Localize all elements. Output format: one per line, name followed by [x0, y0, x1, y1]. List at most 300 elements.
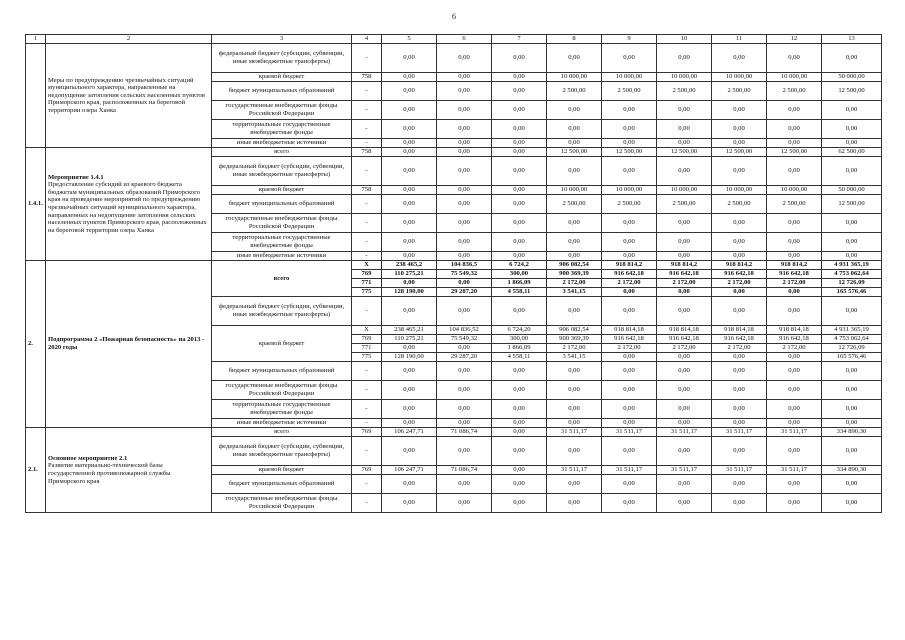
amount-cell: 0,00 — [657, 252, 712, 261]
amount-cell: 916 642,18 — [602, 270, 657, 279]
amount-cell: 1 866,09 — [492, 344, 547, 353]
funding-source: территориальные государственные внебюджетные фонды — [212, 233, 352, 252]
amount-cell: 31 511,17 — [602, 466, 657, 475]
amount-cell: 0,00 — [712, 288, 767, 297]
amount-cell: 0,00 — [382, 400, 437, 419]
amount-cell: 0,00 — [602, 120, 657, 139]
funding-source: государственные внебюджетные фонды Российской Федерации — [212, 101, 352, 120]
amount-cell: 0,00 — [547, 120, 602, 139]
amount-cell: 0,00 — [437, 362, 492, 381]
amount-cell: 0,00 — [382, 381, 437, 400]
amount-cell: 0,00 — [437, 157, 492, 186]
amount-cell: 0,00 — [492, 148, 547, 157]
funding-source: федеральный бюджет (субсидии, субвенции, иные межбюджетные трансферты) — [212, 297, 352, 326]
amount-cell: 0,00 — [492, 233, 547, 252]
row-index: 2.1. — [26, 428, 46, 513]
table-row — [26, 44, 882, 73]
amount-cell: 0,00 — [492, 44, 547, 73]
amount-cell: 31 511,17 — [767, 428, 822, 437]
amount-cell: 0,00 — [547, 381, 602, 400]
amount-cell: 106 247,71 — [382, 428, 437, 437]
amount-cell: 0,00 — [382, 475, 437, 494]
amount-cell: 0,00 — [382, 120, 437, 139]
amount-cell: 0,00 — [822, 252, 882, 261]
budget-code: - — [352, 400, 382, 419]
amount-cell: 0,00 — [547, 214, 602, 233]
amount-cell: 0,00 — [437, 475, 492, 494]
amount-cell: 0,00 — [602, 353, 657, 362]
amount-cell: 300,00 — [492, 335, 547, 344]
funding-source: краевой бюджет — [212, 186, 352, 195]
amount-cell: 0,00 — [712, 233, 767, 252]
amount-cell: 0,00 — [712, 381, 767, 400]
amount-cell: 0,00 — [382, 139, 437, 148]
amount-cell: 0,00 — [657, 494, 712, 513]
budget-code: 771 — [352, 344, 382, 353]
amount-cell: 0,00 — [767, 120, 822, 139]
amount-cell: 0,00 — [767, 297, 822, 326]
amount-cell: 10 000,00 — [547, 73, 602, 82]
amount-cell: 0,00 — [767, 233, 822, 252]
funding-source: краевой бюджет — [212, 73, 352, 82]
amount-cell: 0,00 — [712, 400, 767, 419]
amount-cell: 2 500,00 — [712, 195, 767, 214]
amount-cell: 0,00 — [712, 120, 767, 139]
funding-source: бюджет муниципальных образований — [212, 475, 352, 494]
amount-cell: 0,00 — [382, 297, 437, 326]
amount-cell: 31 511,17 — [767, 466, 822, 475]
funding-source: федеральный бюджет (субсидии, субвенции, иные межбюджетные трансферты) — [212, 157, 352, 186]
activity-description: Меры по предупреждению чрезвычайных ситуаций муниципального характера, направленные на недопущение затопления сельских населенных пунктов Приморского края, расположенных на береговой территории озера Ханка — [48, 76, 205, 114]
amount-cell: 10 000,00 — [547, 186, 602, 195]
column-header: 1 — [26, 35, 46, 44]
amount-cell: 0,00 — [437, 82, 492, 101]
amount-cell: 0,00 — [382, 362, 437, 381]
amount-cell: 110 275,21 — [382, 270, 437, 279]
amount-cell: 29 287,20 — [437, 353, 492, 362]
amount-cell: 6 724,20 — [492, 326, 547, 335]
amount-cell: 0,00 — [767, 437, 822, 466]
amount-cell: 110 275,21 — [382, 335, 437, 344]
amount-cell: 918 814,18 — [602, 326, 657, 335]
amount-cell: 0,00 — [822, 233, 882, 252]
amount-cell: 31 511,17 — [547, 466, 602, 475]
amount-cell: 0,00 — [712, 214, 767, 233]
amount-cell: 0,00 — [492, 214, 547, 233]
budget-code: 769 — [352, 335, 382, 344]
amount-cell: 10 000,00 — [602, 186, 657, 195]
funding-source: всего — [212, 148, 352, 157]
amount-cell: 0,00 — [492, 195, 547, 214]
amount-cell: 0,00 — [602, 400, 657, 419]
amount-cell: 0,00 — [382, 195, 437, 214]
budget-code: 758 — [352, 148, 382, 157]
column-header: 4 — [352, 35, 382, 44]
activity-name — [46, 428, 212, 513]
amount-cell: 0,00 — [492, 120, 547, 139]
amount-cell: 12 500,00 — [712, 148, 767, 157]
amount-cell: 0,00 — [492, 494, 547, 513]
amount-cell: 0,00 — [547, 297, 602, 326]
amount-cell: 0,00 — [822, 101, 882, 120]
column-header: 13 — [822, 35, 882, 44]
amount-cell: 0,00 — [822, 494, 882, 513]
amount-cell: 0,00 — [382, 344, 437, 353]
amount-cell: 0,00 — [767, 101, 822, 120]
amount-cell: 71 086,74 — [437, 466, 492, 475]
amount-cell: 0,00 — [657, 381, 712, 400]
amount-cell: 31 511,17 — [547, 428, 602, 437]
row-index — [26, 44, 46, 148]
amount-cell: 906 082,54 — [547, 326, 602, 335]
amount-cell: 50 000,00 — [822, 73, 882, 82]
amount-cell: 0,00 — [437, 233, 492, 252]
budget-code: - — [352, 101, 382, 120]
amount-cell: 0,00 — [602, 297, 657, 326]
amount-cell: 0,00 — [382, 157, 437, 186]
amount-cell: 0,00 — [602, 381, 657, 400]
amount-cell: 2 500,00 — [657, 195, 712, 214]
amount-cell: 0,00 — [382, 419, 437, 428]
amount-cell: 0,00 — [382, 252, 437, 261]
amount-cell: 0,00 — [492, 139, 547, 148]
amount-cell: 0,00 — [492, 466, 547, 475]
amount-cell: 0,00 — [547, 494, 602, 513]
amount-cell: 2 172,00 — [547, 279, 602, 288]
amount-cell: 0,00 — [657, 419, 712, 428]
budget-table — [25, 34, 882, 513]
budget-code: 769 — [352, 466, 382, 475]
amount-cell: 165 576,46 — [822, 353, 882, 362]
amount-cell: 0,00 — [492, 400, 547, 419]
amount-cell: 0,00 — [492, 252, 547, 261]
amount-cell: 0,00 — [437, 73, 492, 82]
amount-cell: 0,00 — [492, 101, 547, 120]
budget-code: - — [352, 362, 382, 381]
amount-cell: 0,00 — [492, 362, 547, 381]
amount-cell: 0,00 — [602, 362, 657, 381]
amount-cell: 0,00 — [822, 44, 882, 73]
budget-code: - — [352, 44, 382, 73]
amount-cell: 0,00 — [657, 101, 712, 120]
amount-cell: 0,00 — [437, 494, 492, 513]
amount-cell: 0,00 — [712, 419, 767, 428]
amount-cell: 12 500,00 — [547, 148, 602, 157]
amount-cell: 0,00 — [437, 381, 492, 400]
amount-cell: 0,00 — [712, 252, 767, 261]
column-header: 10 — [657, 35, 712, 44]
amount-cell: 0,00 — [767, 353, 822, 362]
budget-code: 758 — [352, 186, 382, 195]
column-header: 12 — [767, 35, 822, 44]
amount-cell: 918 814,2 — [767, 261, 822, 270]
amount-cell: 0,00 — [602, 214, 657, 233]
amount-cell: 62 500,00 — [822, 148, 882, 157]
funding-source: государственные внебюджетные фонды Российской Федерации — [212, 494, 352, 513]
amount-cell: 10 000,00 — [712, 73, 767, 82]
activity-name — [46, 44, 212, 148]
amount-cell: 0,00 — [767, 157, 822, 186]
amount-cell: 0,00 — [382, 494, 437, 513]
budget-code: - — [352, 381, 382, 400]
amount-cell: 0,00 — [602, 475, 657, 494]
amount-cell: 3 541,15 — [547, 288, 602, 297]
amount-cell: 0,00 — [822, 400, 882, 419]
amount-cell: 2 500,00 — [602, 82, 657, 101]
funding-source: всего — [212, 261, 352, 297]
amount-cell: 0,00 — [547, 362, 602, 381]
amount-cell: 0,00 — [822, 437, 882, 466]
amount-cell: 0,00 — [767, 419, 822, 428]
amount-cell: 0,00 — [657, 353, 712, 362]
amount-cell: 2 172,00 — [602, 344, 657, 353]
funding-source: территориальные государственные внебюджетные фонды — [212, 400, 352, 419]
amount-cell: 0,00 — [437, 120, 492, 139]
amount-cell: 0,00 — [382, 233, 437, 252]
amount-cell: 12 500,00 — [767, 148, 822, 157]
budget-code: - — [352, 157, 382, 186]
amount-cell: 0,00 — [382, 186, 437, 195]
amount-cell: 918 814,2 — [657, 261, 712, 270]
budget-code: - — [352, 139, 382, 148]
amount-cell: 2 172,00 — [767, 279, 822, 288]
amount-cell: 0,00 — [657, 437, 712, 466]
funding-source: федеральный бюджет (субсидии, субвенции, иные межбюджетные трансферты) — [212, 437, 352, 466]
amount-cell: 6 724,2 — [492, 261, 547, 270]
amount-cell: 0,00 — [492, 437, 547, 466]
activity-name — [46, 261, 212, 428]
funding-source: бюджет муниципальных образований — [212, 82, 352, 101]
amount-cell: 104 836,52 — [437, 326, 492, 335]
amount-cell: 0,00 — [547, 233, 602, 252]
amount-cell: 4 558,11 — [492, 288, 547, 297]
column-header: 5 — [382, 35, 437, 44]
budget-code: 769 — [352, 270, 382, 279]
amount-cell: 10 000,00 — [657, 73, 712, 82]
amount-cell: 0,00 — [657, 214, 712, 233]
amount-cell: 12 500,00 — [602, 148, 657, 157]
amount-cell: 0,00 — [657, 139, 712, 148]
amount-cell: 50 000,00 — [822, 186, 882, 195]
amount-cell: 0,00 — [712, 494, 767, 513]
amount-cell: 31 511,17 — [712, 428, 767, 437]
amount-cell: 4 931 365,19 — [822, 261, 882, 270]
amount-cell: 916 642,18 — [657, 335, 712, 344]
amount-cell: 0,00 — [822, 139, 882, 148]
amount-cell: 2 500,00 — [767, 195, 822, 214]
amount-cell: 0,00 — [657, 297, 712, 326]
funding-source: государственные внебюджетные фонды Российской Федерации — [212, 381, 352, 400]
amount-cell: 0,00 — [712, 353, 767, 362]
amount-cell: 900 369,39 — [547, 270, 602, 279]
amount-cell: 0,00 — [602, 252, 657, 261]
column-header: 8 — [547, 35, 602, 44]
budget-code: 775 — [352, 288, 382, 297]
amount-cell: 71 086,74 — [437, 428, 492, 437]
amount-cell: 0,00 — [767, 44, 822, 73]
amount-cell: 0,00 — [712, 157, 767, 186]
budget-code: - — [352, 195, 382, 214]
amount-cell: 31 511,17 — [657, 428, 712, 437]
amount-cell: 0,00 — [547, 419, 602, 428]
amount-cell: 906 082,54 — [547, 261, 602, 270]
budget-code: 775 — [352, 353, 382, 362]
amount-cell: 0,00 — [712, 362, 767, 381]
budget-code: - — [352, 297, 382, 326]
amount-cell: 0,00 — [822, 381, 882, 400]
budget-code: - — [352, 214, 382, 233]
amount-cell: 0,00 — [382, 148, 437, 157]
amount-cell: 0,00 — [492, 297, 547, 326]
amount-cell: 0,00 — [437, 297, 492, 326]
amount-cell: 128 190,00 — [382, 288, 437, 297]
amount-cell: 1 866,09 — [492, 279, 547, 288]
amount-cell: 0,00 — [602, 157, 657, 186]
budget-code: - — [352, 252, 382, 261]
amount-cell: 0,00 — [492, 157, 547, 186]
amount-cell: 918 814,2 — [602, 261, 657, 270]
funding-source: бюджет муниципальных образований — [212, 362, 352, 381]
amount-cell: 918 814,18 — [767, 326, 822, 335]
amount-cell: 238 465,2 — [382, 261, 437, 270]
amount-cell: 0,00 — [382, 73, 437, 82]
amount-cell: 0,00 — [492, 428, 547, 437]
amount-cell: 0,00 — [657, 120, 712, 139]
amount-cell: 0,00 — [437, 44, 492, 73]
amount-cell: 0,00 — [437, 437, 492, 466]
activity-name — [46, 148, 212, 261]
amount-cell: 12 726,09 — [822, 279, 882, 288]
amount-cell: 0,00 — [767, 381, 822, 400]
budget-code: - — [352, 82, 382, 101]
amount-cell: 2 500,00 — [712, 82, 767, 101]
amount-cell: 0,00 — [657, 400, 712, 419]
amount-cell: 0,00 — [712, 101, 767, 120]
funding-source: иные внебюджетные источники — [212, 252, 352, 261]
amount-cell: 0,00 — [767, 252, 822, 261]
amount-cell: 0,00 — [602, 419, 657, 428]
amount-cell: 0,00 — [767, 362, 822, 381]
amount-cell: 0,00 — [767, 214, 822, 233]
table-row — [26, 261, 882, 270]
table-header-row — [26, 35, 882, 44]
funding-source: всего — [212, 428, 352, 437]
activity-title: Подпрограмма 2 «Пожарная безопасность» на 2013 - 2020 годы — [48, 336, 205, 351]
amount-cell: 0,00 — [437, 186, 492, 195]
amount-cell: 10 000,00 — [657, 186, 712, 195]
amount-cell: 12 726,09 — [822, 344, 882, 353]
amount-cell: 10 000,00 — [602, 73, 657, 82]
amount-cell: 2 172,00 — [657, 279, 712, 288]
amount-cell: 300,00 — [492, 270, 547, 279]
amount-cell: 75 549,32 — [437, 335, 492, 344]
amount-cell: 0,00 — [822, 362, 882, 381]
amount-cell: 0,00 — [492, 82, 547, 101]
amount-cell: 165 576,46 — [822, 288, 882, 297]
funding-source: краевой бюджет — [212, 466, 352, 475]
budget-code: - — [352, 437, 382, 466]
row-index: 1.4.1. — [26, 148, 46, 261]
amount-cell: 0,00 — [602, 437, 657, 466]
budget-code: X — [352, 326, 382, 335]
amount-cell: 12 500,00 — [822, 195, 882, 214]
amount-cell: 0,00 — [547, 252, 602, 261]
amount-cell: 0,00 — [437, 214, 492, 233]
amount-cell: 918 814,18 — [712, 326, 767, 335]
amount-cell: 0,00 — [547, 139, 602, 148]
amount-cell: 0,00 — [382, 279, 437, 288]
amount-cell: 334 890,30 — [822, 466, 882, 475]
amount-cell: 10 000,00 — [767, 73, 822, 82]
activity-title: Мероприятие 1.4.1 — [48, 173, 104, 181]
amount-cell: 900 369,39 — [547, 335, 602, 344]
amount-cell: 916 642,18 — [767, 270, 822, 279]
row-index: 2. — [26, 261, 46, 428]
amount-cell: 128 190,00 — [382, 353, 437, 362]
amount-cell: 0,00 — [437, 419, 492, 428]
amount-cell: 916 642,18 — [712, 270, 767, 279]
column-header: 9 — [602, 35, 657, 44]
amount-cell: 334 890,30 — [822, 428, 882, 437]
funding-source: территориальные государственные внебюджетные фонды — [212, 120, 352, 139]
amount-cell: 104 836,5 — [437, 261, 492, 270]
amount-cell: 10 000,00 — [712, 186, 767, 195]
amount-cell: 0,00 — [822, 120, 882, 139]
amount-cell: 0,00 — [657, 288, 712, 297]
amount-cell: 918 814,18 — [657, 326, 712, 335]
amount-cell: 0,00 — [437, 400, 492, 419]
amount-cell: 918 814,2 — [712, 261, 767, 270]
amount-cell: 0,00 — [767, 400, 822, 419]
amount-cell: 0,00 — [382, 437, 437, 466]
amount-cell: 0,00 — [657, 475, 712, 494]
amount-cell: 916 642,18 — [712, 335, 767, 344]
amount-cell: 0,00 — [547, 400, 602, 419]
table-row — [26, 428, 882, 437]
funding-source: федеральный бюджет (субсидии, субвенции, иные межбюджетные трансферты) — [212, 44, 352, 73]
amount-cell: 0,00 — [437, 344, 492, 353]
amount-cell: 2 500,00 — [602, 195, 657, 214]
activity-title: Основное мероприятие 2.1 — [48, 454, 128, 462]
amount-cell: 0,00 — [712, 297, 767, 326]
amount-cell: 0,00 — [382, 44, 437, 73]
amount-cell: 2 500,00 — [767, 82, 822, 101]
amount-cell: 0,00 — [382, 82, 437, 101]
page-number: 6 — [452, 12, 456, 21]
amount-cell: 0,00 — [602, 288, 657, 297]
amount-cell: 106 247,71 — [382, 466, 437, 475]
table-row — [26, 148, 882, 157]
amount-cell: 4 753 062,64 — [822, 335, 882, 344]
amount-cell: 0,00 — [437, 279, 492, 288]
amount-cell: 0,00 — [822, 297, 882, 326]
amount-cell: 12 500,00 — [657, 148, 712, 157]
amount-cell: 2 500,00 — [657, 82, 712, 101]
funding-source: бюджет муниципальных образований — [212, 195, 352, 214]
amount-cell: 29 287,20 — [437, 288, 492, 297]
amount-cell: 2 172,00 — [547, 344, 602, 353]
amount-cell: 0,00 — [547, 44, 602, 73]
amount-cell: 3 541,15 — [547, 353, 602, 362]
amount-cell: 0,00 — [712, 437, 767, 466]
amount-cell: 0,00 — [382, 214, 437, 233]
budget-code: 758 — [352, 73, 382, 82]
activity-description: Предоставление субсидий из краевого бюджета бюджетам муниципальных образований Приморского края на проведение мероприятий по предупреждению чрезвычайных ситуаций муниципального характера, направленных на недопущение затопления сельских населенных пунктов Приморского края, расположенных на береговой территории озера Ханка — [48, 181, 207, 234]
amount-cell: 0,00 — [547, 157, 602, 186]
funding-source: иные внебюджетные источники — [212, 419, 352, 428]
column-header: 11 — [712, 35, 767, 44]
amount-cell: 0,00 — [437, 101, 492, 120]
